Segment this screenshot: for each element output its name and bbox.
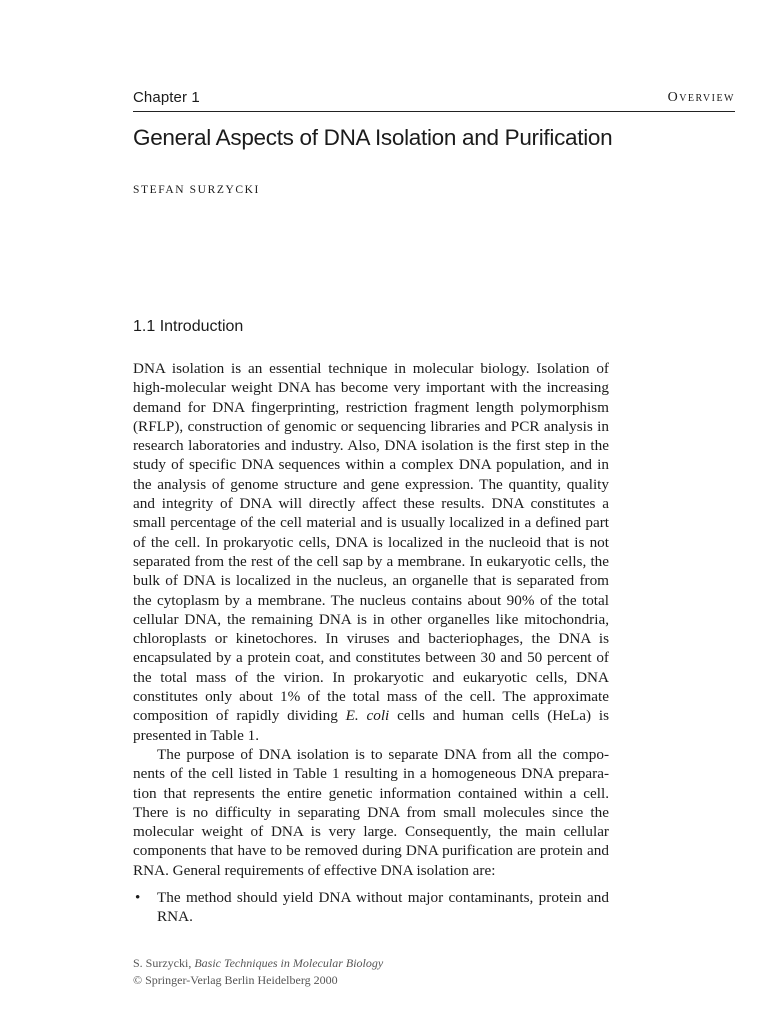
species-name: E. coli <box>345 707 390 725</box>
page-footer <box>133 955 383 989</box>
citation-title: Basic Techniques in Molecular Biology <box>194 956 384 970</box>
section-heading: 1.1 Introduction <box>133 318 244 335</box>
paragraph-1-text-b: cells and human cells (HeLa) is presented in Table 1. <box>133 707 609 744</box>
list-item-text: The method should yield DNA without major contaminants, protein and RNA. <box>157 889 609 926</box>
list-item <box>133 888 609 927</box>
body-text <box>133 359 609 927</box>
requirements-list <box>133 888 609 927</box>
copyright-line: © Springer-Verlag Berlin Heidelberg 2000 <box>133 973 338 987</box>
citation-line <box>133 955 383 972</box>
paragraph-2: The purpose of DNA isolation is to separate DNA from all the components of the cell listed in Table 1 resulting in a homogeneous DNA preparation that represents the entire genetic information contained within a cell. There is no difficulty in separating DNA from small molecules since the molecular weight of DNA is very large. Consequently, the main cellular components that have to be removed during DNA purification are protein and RNA. General requirements of effective DNA isolation are: <box>133 745 609 879</box>
running-header <box>133 89 735 111</box>
author-name: STEFAN SURZYCKI <box>133 184 260 196</box>
citation-author: S. Surzycki, <box>133 956 192 970</box>
paragraph-1 <box>133 359 609 745</box>
chapter-title: General Aspects of DNA Isolation and Purification <box>133 125 613 150</box>
section-tag: Overview <box>667 90 735 105</box>
chapter-label: Chapter 1 <box>133 89 200 106</box>
paragraph-1-text-a: DNA isolation is an essential technique in molecular biology. Isolation of high-molecular weight DNA has become very important with the increasing demand for DNA fingerprinting, restriction fragment length polymorphism (RFLP), construction of genomic or sequencing libraries and PCR analysis in research laboratories and industry. Also, DNA isolation is the first step in the study of specific DNA sequences within a complex DNA population, and in the analysis of genome structure and gene expression. The quantity, quality and integrity of DNA will directly affect these results. DNA constitutes a small percentage of the cell material and is usually localized in a defined part of the cell. In prokaryotic cells, DNA is localized in the nucleoid that is not separated from the rest of the cell sap by a membrane. In eukaryotic cells, the bulk of DNA is localized in the nucleus, an organelle that is separated from the cytoplasm by a membrane. The nucleus contains about 90% of the total cellular DNA, the remaining DNA is in other organelles like mitochondria, chloroplasts or kinetochores. In viruses and bacteriophages, the DNA is encapsulated by a protein coat, and constitutes between 30 and 50 percent of the total mass of the virion. In prokaryotic and eukaryotic cells, DNA constitutes only about 1% of the total mass of the cell. The approximate composition of rapidly dividing <box>133 360 609 725</box>
bullet-icon: • <box>135 889 141 907</box>
header-rule <box>133 111 735 112</box>
